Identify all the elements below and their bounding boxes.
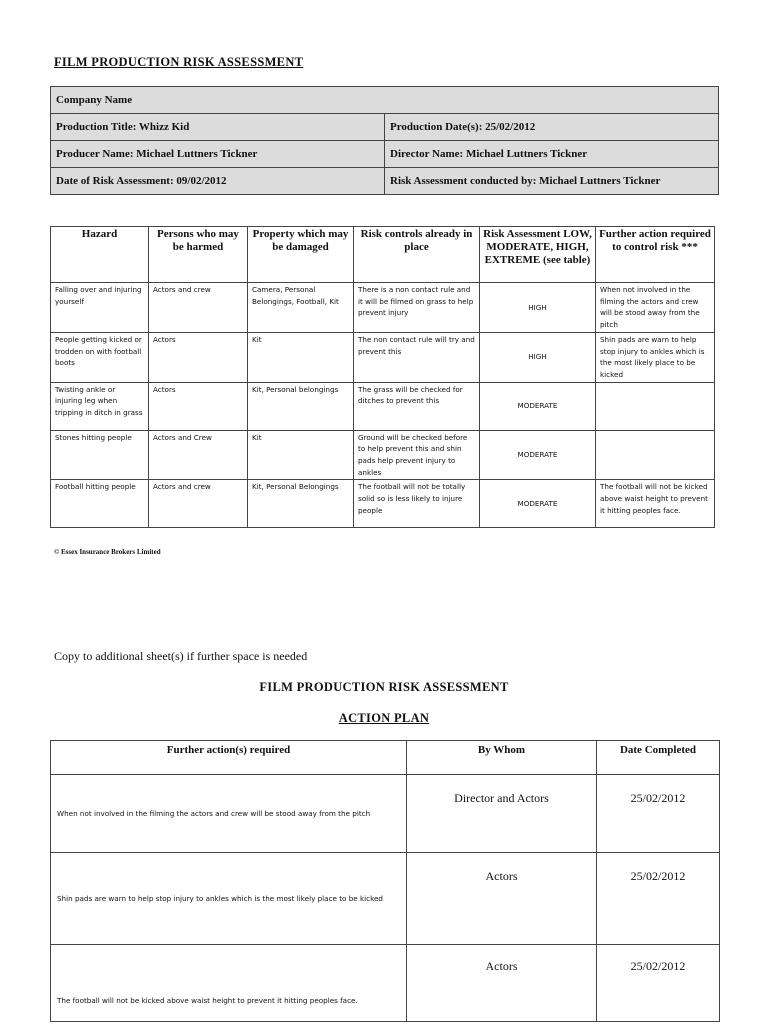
hazard-cell: Stones hitting people bbox=[51, 430, 149, 480]
header-rating: Risk Assessment LOW, MODERATE, HIGH, EXTREME (see table) bbox=[480, 227, 596, 283]
section-title: FILM PRODUCTION RISK ASSESSMENT bbox=[259, 680, 509, 694]
property-cell: Kit, Personal belongings bbox=[248, 382, 354, 430]
hazard-cell: Football hitting people bbox=[51, 480, 149, 528]
copy-note: Copy to additional sheet(s) if further space is needed bbox=[54, 649, 308, 663]
header-hazard: Hazard bbox=[51, 227, 149, 283]
header-date-completed: Date Completed bbox=[597, 741, 720, 775]
production-info-table bbox=[50, 86, 719, 195]
header-persons: Persons who may be harmed bbox=[149, 227, 248, 283]
persons-cell: Actors and crew bbox=[149, 283, 248, 333]
action-cell: The football will not be kicked above waist height to prevent it hitting peoples face. bbox=[596, 480, 715, 528]
production-title-cell: Production Title: Whizz Kid bbox=[51, 114, 385, 141]
company-name-cell: Company Name bbox=[51, 87, 719, 114]
controls-cell: Ground will be checked before to help prevent this and shin pads help prevent injury to ankles bbox=[354, 430, 480, 480]
table-row bbox=[51, 945, 720, 1022]
hazard-cell: Twisting ankle or injuring leg when tripping in ditch in grass bbox=[51, 382, 149, 430]
header-property: Property which may be damaged bbox=[248, 227, 354, 283]
persons-cell: Actors and crew bbox=[149, 480, 248, 528]
rating-cell: MODERATE bbox=[480, 382, 596, 430]
plan-date-cell: 25/02/2012 bbox=[597, 945, 720, 1022]
hazard-cell: People getting kicked or trodden on with football boots bbox=[51, 332, 149, 382]
conducted-by-cell: Risk Assessment conducted by: Michael Luttners Tickner bbox=[385, 168, 719, 195]
plan-action-cell: Shin pads are warn to help stop injury to ankles which is the most likely place to be kicked bbox=[51, 853, 407, 945]
document-title: FILM PRODUCTION RISK ASSESSMENT bbox=[54, 55, 304, 69]
property-cell: Kit, Personal Belongings bbox=[248, 480, 354, 528]
producer-name-cell: Producer Name: Michael Luttners Tickner bbox=[51, 141, 385, 168]
controls-cell: The football will not be totally solid so is less likely to injure people bbox=[354, 480, 480, 528]
rating-cell: MODERATE bbox=[480, 480, 596, 528]
production-dates-cell: Production Date(s): 25/02/2012 bbox=[385, 114, 719, 141]
controls-cell: The non contact rule will try and prevent this bbox=[354, 332, 480, 382]
header-further-action: Further action required to control risk *** bbox=[596, 227, 715, 283]
action-plan-title: ACTION PLAN bbox=[338, 711, 430, 725]
table-row bbox=[51, 382, 715, 430]
rating-cell: HIGH bbox=[480, 283, 596, 333]
action-cell: Shin pads are warn to help stop injury to ankles which is the most likely place to be kicked bbox=[596, 332, 715, 382]
plan-who-cell: Actors bbox=[407, 853, 597, 945]
persons-cell: Actors and Crew bbox=[149, 430, 248, 480]
header-further-actions: Further action(s) required bbox=[51, 741, 407, 775]
rating-cell: HIGH bbox=[480, 332, 596, 382]
plan-date-cell: 25/02/2012 bbox=[597, 775, 720, 853]
action-cell: When not involved in the filming the actors and crew will be stood away from the pitch bbox=[596, 283, 715, 333]
table-row bbox=[51, 283, 715, 333]
rating-cell: MODERATE bbox=[480, 430, 596, 480]
action-plan-table bbox=[50, 740, 720, 1022]
hazard-cell: Falling over and injuring yourself bbox=[51, 283, 149, 333]
plan-date-cell: 25/02/2012 bbox=[597, 853, 720, 945]
controls-cell: There is a non contact rule and it will be filmed on grass to help prevent injury bbox=[354, 283, 480, 333]
property-cell: Kit bbox=[248, 332, 354, 382]
plan-who-cell: Actors bbox=[407, 945, 597, 1022]
hazard-table bbox=[50, 226, 715, 528]
controls-cell: The grass will be checked for ditches to prevent this bbox=[354, 382, 480, 430]
table-row bbox=[51, 332, 715, 382]
property-cell: Camera, Personal Belongings, Football, Kit bbox=[248, 283, 354, 333]
assessment-date-cell: Date of Risk Assessment: 09/02/2012 bbox=[51, 168, 385, 195]
table-row bbox=[51, 775, 720, 853]
header-by-whom: By Whom bbox=[407, 741, 597, 775]
header-controls: Risk controls already in place bbox=[354, 227, 480, 283]
property-cell: Kit bbox=[248, 430, 354, 480]
table-row bbox=[51, 853, 720, 945]
persons-cell: Actors bbox=[149, 382, 248, 430]
action-cell bbox=[596, 430, 715, 480]
copyright-notice: © Essex Insurance Brokers Limited bbox=[54, 548, 161, 556]
table-row bbox=[51, 480, 715, 528]
plan-who-cell: Director and Actors bbox=[407, 775, 597, 853]
plan-action-cell: The football will not be kicked above waist height to prevent it hitting peoples face. bbox=[51, 945, 407, 1022]
table-row bbox=[51, 430, 715, 480]
action-cell bbox=[596, 382, 715, 430]
plan-action-cell: When not involved in the filming the actors and crew will be stood away from the pitch bbox=[51, 775, 407, 853]
director-name-cell: Director Name: Michael Luttners Tickner bbox=[385, 141, 719, 168]
persons-cell: Actors bbox=[149, 332, 248, 382]
